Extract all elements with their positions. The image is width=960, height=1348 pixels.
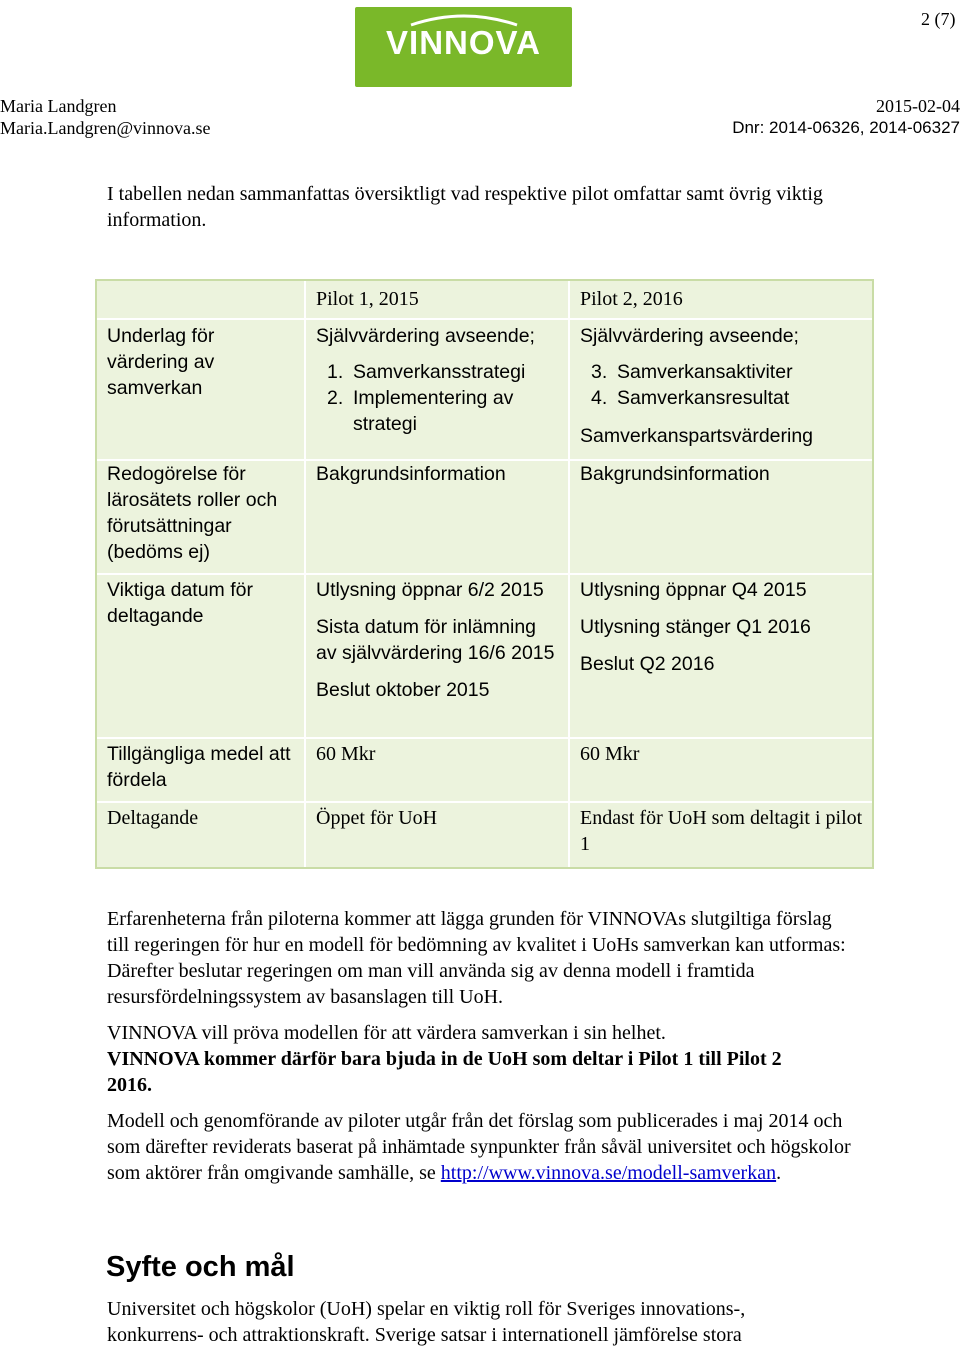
datum-pilot1-line: Sista datum för inlämning av självvärdering 16/6 2015 xyxy=(316,616,555,664)
author-email: Maria.Landgren@vinnova.se xyxy=(0,118,211,138)
medel-pilot1: 60 Mkr xyxy=(316,743,376,765)
medel-pilot2: 60 Mkr xyxy=(580,743,640,765)
list-item: 3. Samverkansaktiviter xyxy=(591,361,793,383)
author-name: Maria Landgren xyxy=(0,96,117,116)
column-header-pilot1: Pilot 1, 2015 xyxy=(316,288,419,310)
list-item: 2. Implementering av strategi xyxy=(327,387,514,435)
datum-pilot1-line: Utlysning öppnar 6/2 2015 xyxy=(316,579,544,601)
paragraph-modell-text: Modell och genomförande av piloter utgår från det förslag som publicerades i maj 2014 och som därefter reviderats baserat på inhämtade synpunkter från såväl universitet och högskolor som aktörer från omgivande samhälle, se xyxy=(107,1110,851,1184)
underlag-pilot2-extra: Samverkanspartsvärdering xyxy=(580,425,814,447)
column-header-pilot2: Pilot 2, 2016 xyxy=(580,288,683,310)
underlag-pilot2 xyxy=(580,323,870,449)
row-label-medel: Tillgängliga medel att fördela xyxy=(107,743,291,791)
list-item: 1. Samverkansstrategi xyxy=(327,361,526,383)
pilot-summary-table xyxy=(95,279,874,869)
paragraph-helhet xyxy=(107,1020,827,1098)
modell-samverkan-link[interactable]: http://www.vinnova.se/modell-samverkan xyxy=(440,1162,777,1184)
table-divider xyxy=(97,801,872,803)
underlag-pilot1-list xyxy=(316,359,561,437)
datum-pilot2-line: Beslut Q2 2016 xyxy=(580,653,715,675)
document-date: 2015-02-04 xyxy=(876,96,960,116)
vinnova-logo xyxy=(355,7,572,87)
table-divider xyxy=(97,573,872,575)
paragraph-erfarenheter: Erfarenheterna från piloterna kommer att lägga grunden för VINNOVAs slutgiltiga förslag till regeringen för hur en modell för bedömning av kvalitet i UoHs samverkan kan utformas: Därefter beslutar regeringen om man vill använda sig av denna modell i framtida resursfördelningssystem av basanslagen till UoH. xyxy=(107,908,846,1008)
document-dnr: Dnr: 2014-06326, 2014-06327 xyxy=(732,118,960,137)
datum-pilot1-line: Beslut oktober 2015 xyxy=(316,679,490,701)
paragraph-modell xyxy=(107,1108,852,1186)
underlag-pilot2-intro: Självvärdering avseende; xyxy=(580,325,799,347)
row-label-underlag: Underlag för värdering av samverkan xyxy=(107,325,215,399)
datum-pilot2 xyxy=(580,577,870,677)
intro-paragraph: I tabellen nedan sammanfattas översiktligt vad respektive pilot omfattar samt övrig viktig information. xyxy=(107,183,823,231)
redogorelse-pilot2: Bakgrundsinformation xyxy=(580,463,770,485)
underlag-pilot2-list xyxy=(580,359,870,411)
section-heading: Syfte och mål xyxy=(106,1251,295,1283)
paragraph-syfte: Universitet och högskolor (UoH) spelar en viktig roll för Sveriges innovations-, konkurrens- och attraktionskraft. Sverige satsar i internationell jämförelse stora xyxy=(107,1298,746,1346)
table-divider xyxy=(97,318,872,320)
datum-pilot2-line: Utlysning öppnar Q4 2015 xyxy=(580,579,807,601)
paragraph-helhet-text: VINNOVA vill pröva modellen för att värdera samverkan i sin helhet. xyxy=(107,1022,666,1044)
logo-text: VINNOVA xyxy=(386,24,541,61)
underlag-pilot1 xyxy=(316,323,561,437)
deltagande-pilot1: Öppet för UoH xyxy=(316,807,438,829)
redogorelse-pilot1: Bakgrundsinformation xyxy=(316,463,506,485)
page-number: 2 (7) xyxy=(921,9,956,29)
table-divider xyxy=(97,737,872,739)
datum-pilot1 xyxy=(316,577,561,703)
paragraph-helhet-bold: VINNOVA kommer därför bara bjuda in de UoH som deltar i Pilot 1 till Pilot 2 2016. xyxy=(107,1048,782,1096)
row-label-redogorelse: Redogörelse för lärosätets roller och förutsättningar (bedöms ej) xyxy=(107,463,278,563)
deltagande-pilot2: Endast för UoH som deltagit i pilot 1 xyxy=(580,807,863,855)
row-label-datum: Viktiga datum för deltagande xyxy=(107,579,253,627)
paragraph-modell-end: . xyxy=(776,1162,782,1184)
list-item: 4. Samverkansresultat xyxy=(591,387,790,409)
datum-pilot2-line: Utlysning stänger Q1 2016 xyxy=(580,616,811,638)
underlag-pilot1-intro: Självvärdering avseende; xyxy=(316,325,535,347)
row-label-deltagande: Deltagande xyxy=(107,807,199,829)
